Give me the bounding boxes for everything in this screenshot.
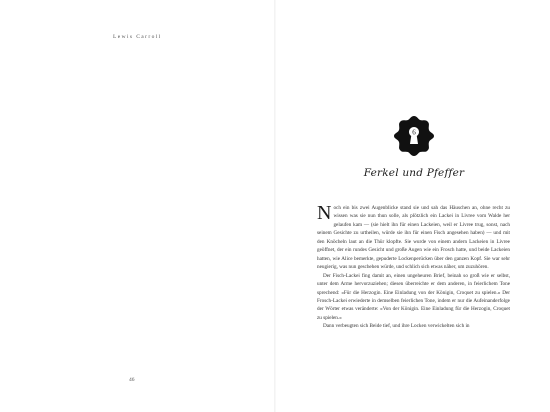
- paragraph-1-text: och ein bis zwei Augenblicke stand sie und sah das Häuschen an, ohne recht zu wissen was sie nun thun solle, als plötzlich ein Lackei in Livree vom Walde her gelaufen kam — (sie hielt ihn für einen Lackeien, weil er Livree trug, sonst, nach seinem Gesichte zu urtheilen, würde sie ihn für einen Fisch angesehen haben) — und mit den Knöcheln laut an die Thür klopfte. Sie wurde von einem andern Lackeien in Livree geöffnet, der ein rundes Gesicht und große Augen wie ein Frosch hatte, und beide Lackeien hatten, wie Alice bemerkte, gepuderte Lockenperücken über den ganzen Kopf. Sie war sehr neugierig, was nun geschehen würde, und schlich sich etwas näher, um zuzuhören.: [317, 205, 510, 271]
- chapter-title: Ferkel und Pfeffer: [363, 167, 465, 179]
- chapter-number: 6: [412, 128, 416, 137]
- chapter-body: [317, 204, 510, 331]
- page-gutter: [274, 0, 276, 412]
- paragraph-3: Dann verbeugten sich Beide tief, und ihre Locken verwickelten sich in: [323, 323, 470, 330]
- drop-cap: N: [317, 202, 332, 224]
- paragraph-2: Der Fisch-Lackei fing damit an, einen ungeheuren Brief, beinah so groß wie er selbst, unter dem Arme hervorzuziehen; diesen überreichte er dem anderen, in feierlichem Tone sprechend: »Für die Herzogin. Eine Einladung von der Königin, Croquet zu spielen.« Der Frosch-Lackei erwiederte in demselben feierlichen Tone, indem er nur die Aufeinanderfolge der Wörter etwas veränderte: »Von der Königin. Eine Einladung für die Herzogin, Croquet zu spielen.«: [317, 272, 510, 321]
- page-number: 46: [129, 377, 135, 383]
- paragraph-1: [317, 204, 510, 272]
- keyhole-emblem-icon: [393, 115, 435, 157]
- running-head: Lewis Carroll: [113, 34, 162, 40]
